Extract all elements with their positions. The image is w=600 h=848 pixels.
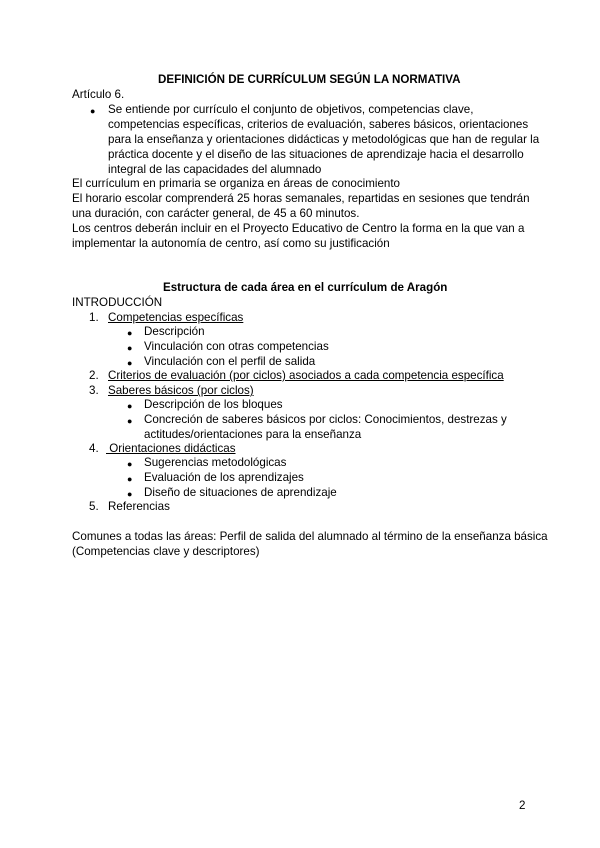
paragraph-line: una duración, con carácter general, de 45 a 60 minutos.	[72, 207, 360, 220]
bullet-icon: ●	[127, 358, 133, 368]
sub-item: Descripción de los bloques	[144, 398, 283, 411]
sub-item: Sugerencias metodológicas	[144, 456, 287, 469]
sub-item: Vinculación con otras competencias	[144, 340, 329, 353]
list-number: 4.	[89, 442, 99, 455]
sub-item: Vinculación con el perfil de salida	[144, 355, 316, 368]
definition-line: práctica docente y el diseño de las situaciones de aprendizaje hacia el desarrollo	[108, 148, 524, 161]
paragraph-line: implementar la autonomía de centro, así como su justificación	[72, 237, 390, 250]
bullet-icon: ●	[127, 474, 133, 484]
intro-heading: INTRODUCCIÓN	[72, 296, 163, 309]
bullet-icon: ●	[127, 343, 133, 353]
list-number: 1.	[89, 311, 99, 324]
section-title-estructura: Estructura de cada área en el currículum de Aragón	[163, 281, 448, 294]
sub-item: Diseño de situaciones de aprendizaje	[144, 486, 337, 499]
paragraph-line: Los centros deberán incluir en el Proyecto Educativo de Centro la forma en la que van a	[72, 222, 525, 235]
sub-item-continuation: actitudes/orientaciones para la enseñanza	[144, 428, 362, 441]
definition-line: integral de las capacidades del alumnado	[108, 163, 322, 176]
sub-item: Descripción	[144, 325, 205, 338]
list-number: 5.	[89, 500, 99, 513]
list-item-criterios: Criterios de evaluación (por ciclos) asociados a cada competencia específica	[108, 369, 504, 382]
sub-item: Evaluación de los aprendizajes	[144, 471, 304, 484]
definition-line: Se entiende por currículo el conjunto de objetivos, competencias clave,	[108, 103, 474, 116]
sub-item: Concreción de saberes básicos por ciclos: Conocimientos, destrezas y	[144, 413, 507, 426]
bullet-icon: ●	[127, 416, 133, 426]
bullet-icon: ●	[127, 328, 133, 338]
closing-line: Comunes a todas las áreas: Perfil de salida del alumnado al término de la enseñanza básica	[72, 530, 548, 543]
bullet-icon: ●	[127, 401, 133, 411]
list-item-competencias: Competencias específicas	[108, 311, 244, 324]
list-number: 3.	[89, 384, 99, 397]
list-item-referencias: Referencias	[108, 500, 170, 513]
paragraph-line: El horario escolar comprenderá 25 horas semanales, repartidas en sesiones que tendrán	[72, 192, 530, 205]
section-title-definicion: DEFINICIÓN DE CURRÍCULUM SEGÚN LA NORMATIVA	[158, 73, 461, 86]
paragraph-line: El currículum en primaria se organiza en áreas de conocimiento	[72, 177, 401, 190]
bullet-icon: ●	[127, 459, 133, 469]
article-label: Artículo 6.	[72, 88, 125, 101]
page-number: 2	[519, 799, 526, 812]
bullet-icon: ●	[90, 106, 96, 116]
list-item-orientaciones: Orientaciones didácticas	[106, 442, 236, 455]
bullet-icon: ●	[127, 489, 133, 499]
definition-line: para la enseñanza y orientaciones didácticas y metodológicas que han de regular la	[108, 133, 540, 146]
list-number: 2.	[89, 369, 99, 382]
definition-line: competencias específicas, criterios de evaluación, saberes básicos, orientaciones	[108, 118, 529, 131]
list-item-saberes: Saberes básicos (por ciclos)	[108, 384, 254, 397]
closing-line: (Competencias clave y descriptores)	[72, 545, 260, 558]
